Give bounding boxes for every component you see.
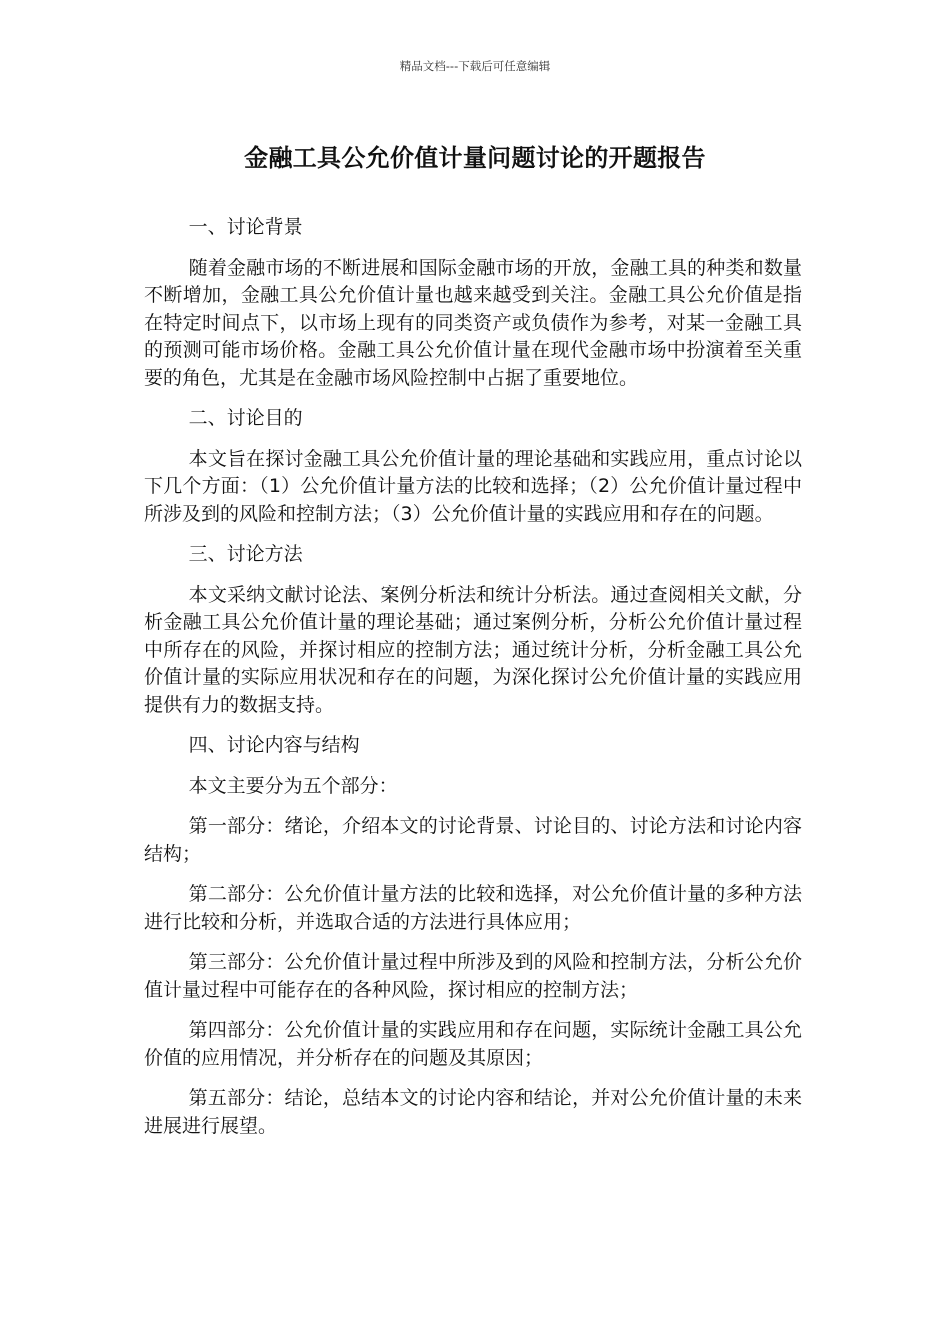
paragraph-part-two: 第二部分：公允价值计量方法的比较和选择，对公允价值计量的多种方法进行比较和分析，并选取合适的方法进行具体应用； [144, 883, 802, 933]
paragraph-background: 随着金融市场的不断进展和国际金融市场的开放，金融工具的种类和数量不断增加，金融工具公允价值计量也越来越受到关注。金融工具公允价值是指在特定时间点下，以市场上现有的同类资产或负债作为参考，对某一金融工具的预测可能市场价格。金融工具公允价值计量在现代金融市场中扮演着至关重要的角色，尤其是在金融市场风险控制中占据了重要地位。 [144, 256, 802, 389]
document-title: 金融工具公允价值计量问题讨论的开题报告 [244, 144, 706, 172]
paragraph-part-four: 第四部分：公允价值计量的实践应用和存在问题，实际统计金融工具公允价值的应用情况，并分析存在的问题及其原因； [144, 1019, 802, 1069]
section-heading-structure: 四、讨论内容与结构 [188, 734, 360, 756]
section-heading-purpose: 二、讨论目的 [188, 407, 303, 429]
paragraph-method: 本文采纳文献讨论法、案例分析法和统计分析法。通过查阅相关文献，分析金融工具公允价值计量的理论基础；通过案例分析，分析公允价值计量过程中所存在的风险，并探讨相应的控制方法；通过统计分析，分析金融工具公允价值计量的实际应用状况和存在的问题，为深化探讨公允价值计量的实践应用提供有力的数据支持。 [144, 583, 802, 716]
paragraph-part-one: 第一部分：绪论，介绍本文的讨论背景、讨论目的、讨论方法和讨论内容结构； [144, 815, 802, 865]
page-header-note: 精品文档---下载后可任意编辑 [399, 59, 551, 73]
section-heading-background: 一、讨论背景 [188, 216, 303, 238]
paragraph-purpose: 本文旨在探讨金融工具公允价值计量的理论基础和实践应用，重点讨论以下几个方面：（1）公允价值计量方法的比较和选择；（2）公允价值计量过程中所涉及到的风险和控制方法；（3）公允价值计量的实践应用和存在的问题。 [144, 447, 802, 525]
paragraph-part-three: 第三部分：公允价值计量过程中所涉及到的风险和控制方法，分析公允价值计量过程中可能存在的各种风险，探讨相应的控制方法； [144, 951, 802, 1001]
paragraph-part-five: 第五部分：结论，总结本文的讨论内容和结论，并对公允价值计量的未来进展进行展望。 [144, 1087, 802, 1137]
paragraph-structure-intro: 本文主要分为五个部分： [188, 774, 398, 797]
document-body [144, 214, 802, 1153]
section-heading-method: 三、讨论方法 [188, 543, 303, 565]
